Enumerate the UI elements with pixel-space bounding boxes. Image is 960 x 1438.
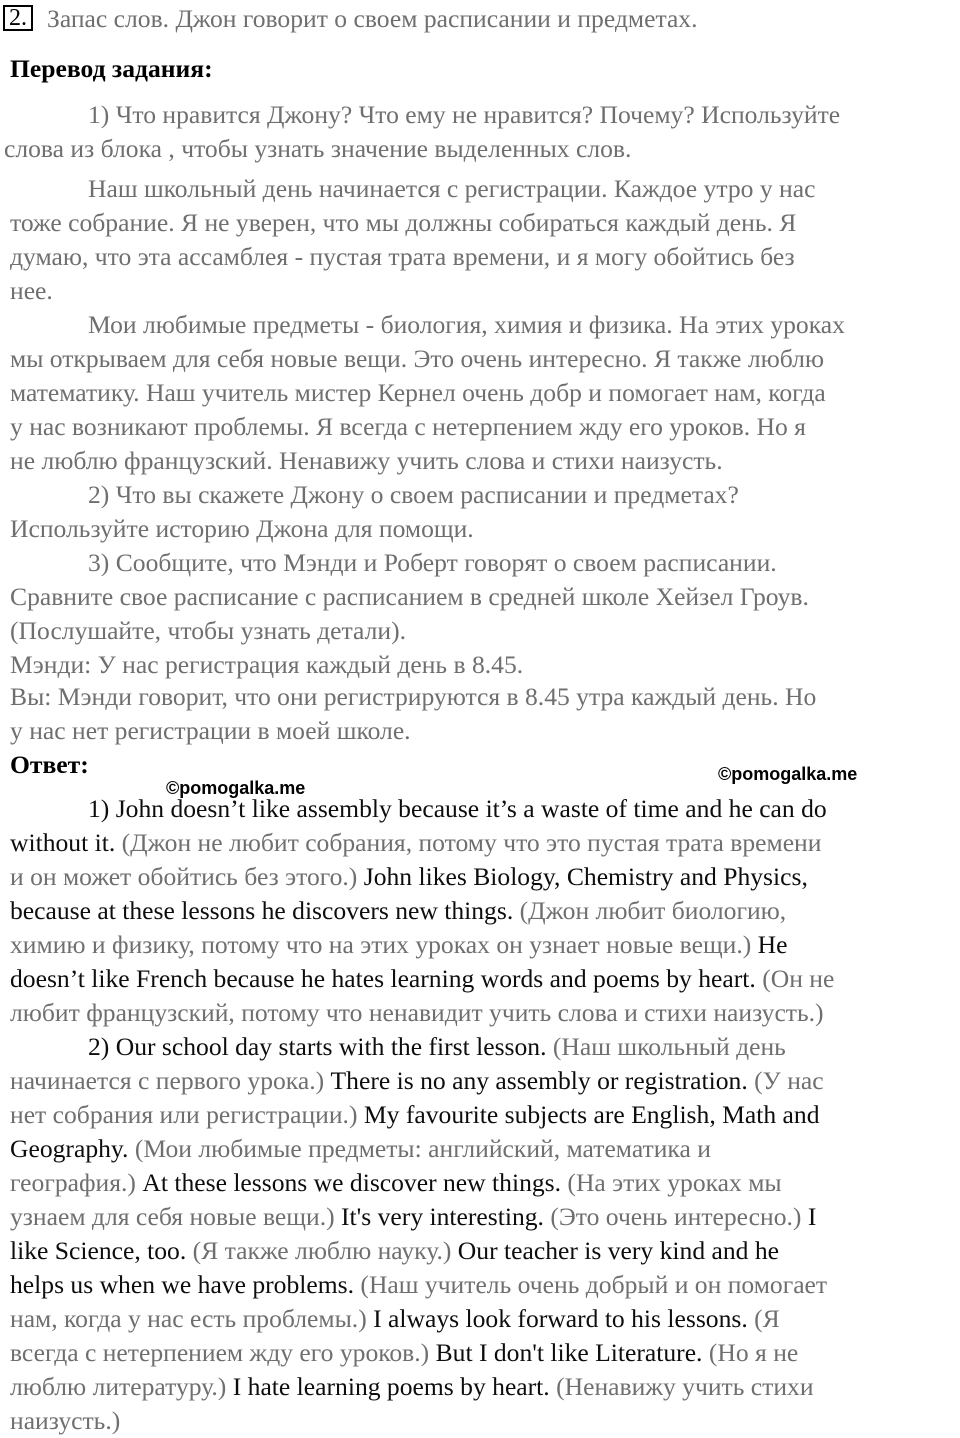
answer-line: [10, 928, 788, 962]
answer-russian-text: (Джон не любит собрания, потому что это пустая трата времени: [121, 828, 822, 857]
translation-line: Мэнди: У нас регистрация каждый день в 8.45.: [10, 650, 524, 679]
answer-line: [10, 1166, 782, 1200]
answer-russian-text: любит французский, потому что ненавидит учить слова и стихи наизусть.): [10, 998, 824, 1027]
answer-russian-text: нет собрания или регистрации.): [10, 1100, 364, 1129]
answer-line: [10, 1404, 120, 1438]
answer-english-text: John likes Biology, Chemistry and Physics,: [363, 862, 808, 891]
answer-english-text: 1) John doesn’t like assembly because it’s a waste of time and he can do: [88, 794, 827, 823]
answer-line: [10, 826, 821, 860]
answer-russian-text: (Но я не: [708, 1338, 799, 1367]
answer-english-text: without it.: [10, 828, 122, 857]
answer-english-text: But I don't like Literature.: [435, 1338, 709, 1367]
answer-russian-text: начинается с первого урока.): [10, 1066, 331, 1095]
translation-line: Сравните свое расписание с расписанием в средней школе Хейзел Гроув.: [10, 582, 809, 611]
answer-english-text: like Science, too.: [10, 1236, 193, 1265]
answer-russian-text: география.): [10, 1168, 143, 1197]
translation-line: слова из блока , чтобы узнать значение выделенных слов.: [4, 134, 632, 163]
answer-russian-text: (Я: [754, 1304, 780, 1333]
answer-english-text: 2) Our school day starts with the first lesson.: [88, 1032, 553, 1061]
answer-english-text: There is no any assembly or registration.: [330, 1066, 755, 1095]
answer-russian-text: наизусть.): [10, 1406, 121, 1435]
translation-line: не люблю французский. Ненавижу учить слова и стихи наизусть.: [10, 446, 723, 475]
answer-russian-text: (На этих уроках мы: [567, 1168, 782, 1197]
answer-english-text: He: [757, 930, 788, 959]
answer-english-text: I hate learning poems by heart.: [232, 1372, 557, 1401]
translation-line: у нас нет регистрации в моей школе.: [10, 716, 411, 745]
answer-heading: Ответ:: [10, 750, 89, 779]
answer-english-text: because at these lessons he discovers new things.: [10, 896, 520, 925]
answer-line: [10, 1302, 780, 1336]
translation-line: тоже собрание. Я не уверен, что мы должны собираться каждый день. Я: [10, 208, 797, 237]
answer-russian-text: (Ненавижу учить стихи: [556, 1372, 814, 1401]
answer-russian-text: (Это очень интересно.): [550, 1202, 808, 1231]
answer-line: [10, 1336, 798, 1370]
answer-line: [10, 1098, 820, 1132]
answer-russian-text: химию и физику, потому что на этих уроках он узнает новые вещи.): [10, 930, 758, 959]
answer-line: [10, 996, 824, 1030]
answer-english-text: Geography.: [10, 1134, 135, 1163]
answer-russian-text: (У нас: [754, 1066, 824, 1095]
answer-line: [10, 1132, 711, 1166]
translation-line: у нас возникают проблемы. Я всегда с нетерпением жду его уроков. Но я: [10, 412, 806, 441]
translation-line: 3) Сообщите, что Мэнди и Роберт говорят о своем расписании.: [88, 548, 777, 577]
answer-line: [88, 1030, 786, 1064]
translation-line: 2) Что вы скажете Джону о своем расписании и предметах?: [88, 480, 739, 509]
task-title: Запас слов. Джон говорит о своем расписании и предметах.: [47, 4, 698, 33]
translation-line: думаю, что эта ассамблея - пустая трата времени, и я могу обойтись без: [10, 242, 795, 271]
answer-line: [10, 1234, 779, 1268]
translation-line: (Послушайте, чтобы узнать детали).: [10, 616, 407, 645]
watermark-left: ©pomogalka.me: [166, 778, 306, 798]
translation-line: 1) Что нравится Джону? Что ему не нравится? Почему? Используйте: [88, 100, 841, 129]
translation-line: мы открываем для себя новые вещи. Это очень интересно. Я также люблю: [10, 344, 824, 373]
answer-russian-text: нам, когда у нас есть проблемы.): [10, 1304, 374, 1333]
answer-line: [10, 894, 786, 928]
answer-english-text: My favourite subjects are English, Math and: [363, 1100, 820, 1129]
watermark-right: ©pomogalka.me: [718, 764, 858, 784]
answer-russian-text: (Наш школьный день: [552, 1032, 786, 1061]
answer-russian-text: (Наш учитель очень добрый и он помогает: [360, 1270, 828, 1299]
answer-russian-text: и он может обойтись без этого.): [10, 862, 364, 891]
answer-english-text: At these lessons we discover new things.: [142, 1168, 568, 1197]
answer-russian-text: узнаем для себя новые вещи.): [10, 1202, 342, 1231]
answer-line: [10, 1064, 824, 1098]
answer-english-text: Our teacher is very kind and he: [457, 1236, 780, 1265]
answer-line: [10, 962, 834, 996]
translation-line: математику. Наш учитель мистер Кернел очень добр и помогает нам, когда: [10, 378, 826, 407]
answer-english-text: helps us when we have problems.: [10, 1270, 361, 1299]
answer-english-text: It's very interesting.: [341, 1202, 551, 1231]
answer-russian-text: (Мои любимые предметы: английский, математика и: [134, 1134, 711, 1163]
answer-line: [88, 792, 827, 826]
task-number-box: 2.: [3, 5, 33, 31]
translation-heading: Перевод задания:: [10, 54, 213, 83]
translation-line: Наш школьный день начинается с регистрации. Каждое утро у нас: [88, 174, 816, 203]
translation-line: Вы: Мэнди говорит, что они регистрируются в 8.45 утра каждый день. Но: [10, 682, 817, 711]
translation-line: нее.: [10, 276, 53, 305]
answer-russian-text: (Джон любит биологию,: [519, 896, 787, 925]
translation-line: Используйте историю Джона для помощи.: [10, 514, 474, 543]
translation-line: Мои любимые предметы - биология, химия и физика. На этих уроках: [88, 310, 845, 339]
answer-english-text: I: [807, 1202, 817, 1231]
answer-russian-text: люблю литературу.): [10, 1372, 233, 1401]
answer-english-text: I always look forward to his lessons.: [373, 1304, 755, 1333]
answer-russian-text: всегда с нетерпением жду его уроков.): [10, 1338, 436, 1367]
answer-english-text: doesn’t like French because he hates learning words and poems by heart.: [10, 964, 763, 993]
answer-line: [10, 860, 808, 894]
answer-line: [10, 1200, 816, 1234]
answer-line: [10, 1268, 827, 1302]
answer-line: [10, 1370, 814, 1404]
answer-russian-text: (Я также люблю науку.): [192, 1236, 458, 1265]
answer-russian-text: (Он не: [762, 964, 835, 993]
